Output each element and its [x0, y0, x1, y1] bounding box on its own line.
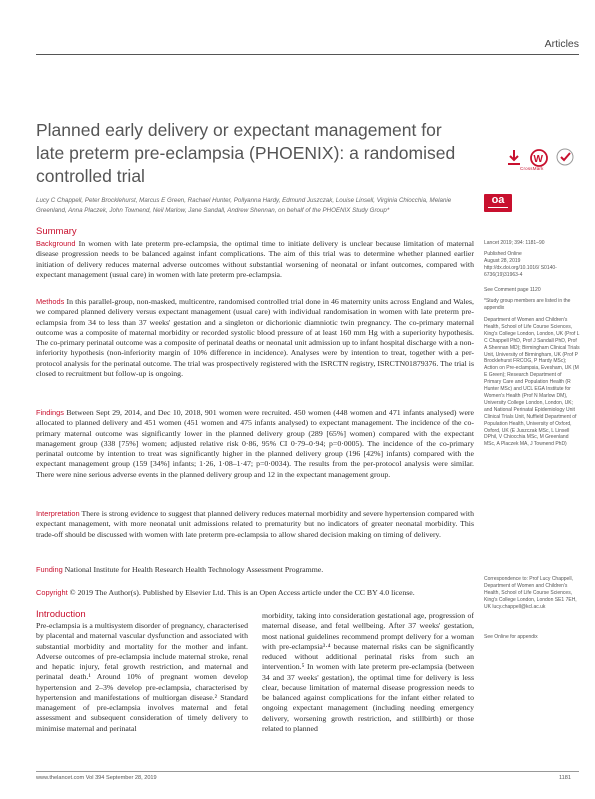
summary-findings [36, 408, 474, 480]
sidebar-appendix [484, 634, 580, 641]
sidebar-comment [484, 287, 580, 294]
footer-rule [36, 771, 579, 772]
background-label: Background [36, 239, 76, 248]
findings-label: Findings [36, 408, 64, 417]
interpretation-text: There is strong evidence to suggest that planned delivery reduces maternal morbidity and severe hypertension compared with expectant management, with more neonatal unit admissions related to prematurity but no indicators of greater neonatal morbidity. This trade-off should be discussed with women with late preterm pre-eclampsia to allow shared decision making on timing of delivery. [36, 509, 474, 539]
summary-copyright [36, 588, 474, 598]
summary-background [36, 239, 474, 280]
web-icon[interactable] [531, 150, 547, 166]
sidebar-affiliations: Department of Women and Children's Health, School of Life Course Sciences, King's College London, London, UK (Prof L C Chappell PhD, Prof J Sandall PhD, Prof A Shennan MD); Birmingham Clinical Trials Unit, University of Birmingham, UK (Prof P Brocklehurst FRCOG, P Hardy MSc); Action on Pre-eclampsia, Evesham, UK (M E Green); Research Department of Primary Care and Population Health (R Hunter MSc) and UCL EGA Institute for Women's Health (Prof N Marlow DM), University College London, London, UK; and National Perinatal Epidemiology Unit Clinical Trials Unit, Nuffield Department of Population Health, University of Oxford, Oxford, UK (E Juszczak MSc, L Linsell DPhil, V Chiocchia MSc, M Greenland MSc, A Placzek MA, J Townend PhD) [484, 317, 580, 448]
download-icon[interactable] [508, 150, 520, 164]
open-access-badge [484, 194, 512, 212]
sidebar-study-group-note: *Study group members are listed in the appendix [484, 298, 571, 311]
author-list: Lucy C Chappell, Peter Brocklehurst, Marcus E Green, Rachael Hunter, Pollyanna Hardy, Edmund Juszczak, Louise Linsell, Virginia Chiocchia, Melanie Greenland, Anna Placzek, John Townend, Neil Marlow, Jane Sandall, Andrew Shennan, on behalf of the PHOENIX Study Group* [36, 197, 452, 214]
background-text: In women with late preterm pre-eclampsia, the optimal time to initiate delivery is unclear because limitation of maternal disease progression needs to be balanced against infant complications. The aim of this trial was to determine whether planned earlier initiation of delivery reduces maternal adverse outcomes without substantial worsening of neonatal or infant outcomes, compared with expectant management (usual care) in women with late preterm pre-eclampsia. [36, 239, 474, 279]
appendix-link[interactable]: See Online for appendix [484, 634, 538, 640]
sidebar-citation [484, 240, 580, 247]
funding-label: Funding [36, 565, 63, 574]
svg-text:W: W [533, 154, 543, 165]
footer-journal: www.thelancet.com Vol 394 September 28, 2019 [36, 775, 157, 781]
published-date: August 28, 2019 [484, 257, 521, 264]
sidebar-publication-info [484, 251, 580, 279]
summary-funding [36, 565, 474, 575]
copyright-text: © 2019 The Author(s). Published by Elsevier Ltd. This is an Open Access article under the CC BY 4.0 license. [69, 588, 415, 597]
introduction-column-2: morbidity, taking into consideration gestational age, progression of maternal disease, and fetal wellbeing. After 37 weeks' gestation, most national guidelines recommend prompt delivery for a woman with pre-eclampsia³·⁴ because maternal risks can be significantly reduced without additional perinatal risks from such an intervention.⁵ In women with late preterm pre-eclampsia (between 34 and 37 weeks' gestation), the optimal time for delivery is less clear, because limitation of maternal disease progression needs to be balanced against complications for the infant either related to ongoing expectant management (including needing emergency delivery, worsening growth restriction, and stillbirth) or those related to planned [262, 611, 474, 733]
open-access-label: oa [491, 194, 505, 206]
doi-link[interactable]: http://dx.doi.org/10.1016/ S0140-6736(19)31963-4 [484, 264, 557, 278]
tool-icons [505, 148, 580, 168]
article-title: Planned early delivery or expectant management for late preterm pre-eclampsia (PHOENIX): a randomised controlled trial [36, 120, 456, 186]
summary-heading: Summary [36, 226, 77, 237]
introduction-column-1: Pre-eclampsia is a multisystem disorder of pregnancy, characterised by placental and maternal vascular dysfunction and associated with substantial morbidity and mortality for the mother and infant. Adverse outcomes of pre-eclampsia include maternal stroke, renal and hepatic injury, fetal growth restriction, and maternal and perinatal death.¹ Around 10% of pregnant women develop hypertension and 2–3% develop pre-eclampsia, characterised by hypertension and manifestations of multiorgan disease.² Standard management of pre-eclampsia involves maternal and fetal assessment and subsequent consideration of timely delivery to minimise maternal and perinatal [36, 621, 248, 733]
crossmark-label: CrossMark [520, 166, 544, 171]
findings-text: Between Sept 29, 2014, and Dec 10, 2018, 901 women were recruited. 450 women (448 women and 471 infants analysed) were allocated to planned delivery and 451 women (451 women and 475 infants analysed) to expectant management. The incidence of the co-primary maternal outcome was significantly lower in the planned delivery group (289 [65%] women) compared with the expectant management group (338 [75%] women; adjusted relative risk 0·86, 95% CI 0·79–0·94; p=0·0005). The incidence of the co-primary perinatal outcome by intention to treat was significantly higher in the planned delivery group (196 [42%] infants) compared with the expectant management group (159 [34%] infants; 1·26, 1·08–1·47; p=0·0034). The results from the per-protocol analysis were similar. There were nine serious adverse events in the planned delivery group and 12 in the expectant management group. [36, 408, 474, 479]
published-label: Published Online [484, 251, 522, 257]
methods-text: In this parallel-group, non-masked, multicentre, randomised controlled trial done in 46 maternity units across England and Wales, we compared planned delivery versus expectant management (usual care) with individual randomisation in women with late preterm pre-eclampsia from 34 to less than 37 weeks' gestation and a singleton or dichorionic diamniotic twin pregnancy. The co-primary maternal outcome was a composite of maternal morbidity or recorded systolic blood pressure of at least 160 mm Hg with a superiority hypothesis. The co-primary perinatal outcome was a composite of perinatal deaths or neonatal unit admission up to infant hospital discharge with a non-inferiority hypothesis (non-inferiority margin of 10% difference in incidence). Analyses were by intention to treat, together with a per-protocol analysis for the perinatal outcome. The trial was prospectively registered with the ISRCTN registry, ISRCTN01879376. The trial is closed to recruitment but follow-up is ongoing. [36, 297, 475, 379]
methods-label: Methods [36, 297, 65, 306]
summary-methods [36, 297, 474, 379]
header-rule [36, 54, 579, 55]
copyright-label: Copyright [36, 588, 68, 597]
page-number: 1181 [558, 775, 571, 781]
summary-interpretation [36, 509, 474, 540]
section-label: Articles [544, 38, 579, 50]
crossmark-icon[interactable] [557, 149, 573, 165]
comment-link[interactable]: See Comment page 1120 [484, 287, 541, 293]
citation-text: Lancet 2019; 394: 1181–90 [484, 240, 545, 246]
sidebar-correspondence: Correspondence to: Prof Lucy Chappell, Department of Women and Children's Health, School of Life Course Sciences, King's College London, London SE1 7EH, UK lucy.chappell@kcl.ac.uk [484, 576, 577, 610]
introduction-heading: Introduction [36, 609, 86, 620]
interpretation-label: Interpretation [36, 509, 80, 518]
funding-text: National Institute for Health Research Health Technology Assessment Programme. [64, 565, 324, 574]
